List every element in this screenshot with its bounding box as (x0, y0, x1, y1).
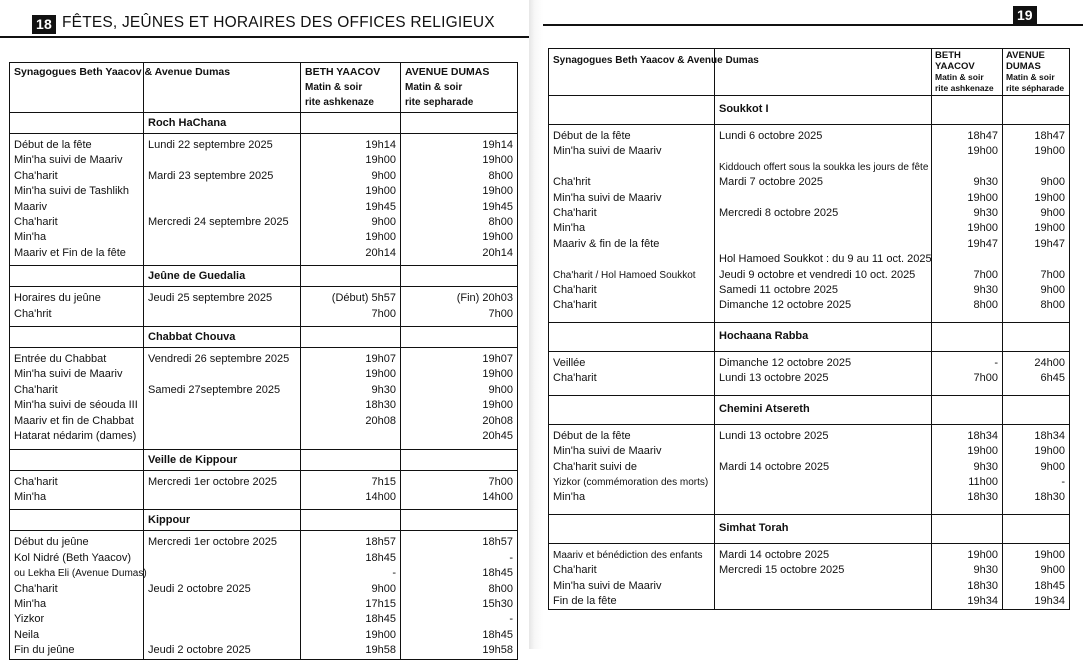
right-page (543, 0, 1083, 649)
row-date (715, 579, 932, 594)
row-label: Début de la fête (549, 125, 715, 145)
row-date: Mardi 14 octobre 2025 (715, 460, 932, 475)
beth-yaacov-time: 7h15 (301, 470, 401, 490)
section-header-row (10, 327, 518, 348)
beth-yaacov-time: 20h14 (301, 246, 401, 261)
row-label: Kol Nidré (Beth Yaacov) (10, 551, 144, 566)
row-date (144, 551, 301, 566)
schedule-table-right (548, 48, 1070, 610)
table-row (10, 287, 518, 307)
beth-yaacov-time: - (301, 566, 401, 581)
beth-yaacov-time: 8h00 (932, 298, 1003, 313)
row-label: Hatarat nédarim (dames) (10, 429, 144, 444)
row-label: Cha'harit / Hol Hamoed Soukkot (549, 268, 715, 283)
row-label: Min'ha (549, 490, 715, 505)
beth-yaacov-time: 19h00 (301, 367, 401, 382)
beth-yaacov-header: BETH YAACOV Matin & soir rite ashkenaze (932, 49, 1003, 96)
row-date (144, 490, 301, 505)
row-date (715, 594, 932, 610)
row-date: Jeudi 2 octobre 2025 (144, 643, 301, 659)
avenue-dumas-time: 19h00 (401, 230, 518, 245)
table-row (549, 594, 1070, 610)
row-date (144, 307, 301, 322)
avenue-dumas-time: 18h47 (1003, 125, 1070, 145)
table-row (549, 252, 1070, 267)
table-row (10, 490, 518, 505)
row-label: Min'ha (10, 490, 144, 505)
table-row (549, 175, 1070, 190)
table-row (10, 551, 518, 566)
row-date (144, 246, 301, 261)
schedule-table-left (9, 62, 518, 660)
synagogues-header: Synagogues Beth Yaacov & Avenue Dumas (549, 49, 715, 96)
avenue-dumas-time: 19h34 (1003, 594, 1070, 610)
row-label: Cha'harit (549, 206, 715, 221)
avenue-dumas-time: 8h00 (401, 215, 518, 230)
section-title: Simhat Torah (715, 514, 932, 543)
avenue-dumas-time: 19h00 (1003, 444, 1070, 459)
avenue-dumas-time: 15h30 (401, 597, 518, 612)
row-date (144, 200, 301, 215)
page-header (32, 14, 495, 34)
table-row (549, 206, 1070, 221)
table-row (549, 543, 1070, 563)
beth-yaacov-time: - (932, 351, 1003, 371)
avenue-dumas-time: 7h00 (1003, 268, 1070, 283)
row-label: Min'ha suivi de Maariv (549, 191, 715, 206)
row-label: Yizkor (commémoration des morts) (549, 475, 715, 490)
avenue-dumas-time: 19h00 (401, 184, 518, 199)
row-date: Jeudi 9 octobre et vendredi 10 oct. 2025 (715, 268, 932, 283)
beth-yaacov-time: 18h45 (301, 612, 401, 627)
page-title: FÊTES, JEÛNES ET HORAIRES DES OFFICES RELIGIEUX (61, 14, 495, 31)
row-label: Cha'harit (10, 383, 144, 398)
avenue-dumas-time: 7h00 (401, 307, 518, 322)
beth-yaacov-time: 9h30 (932, 460, 1003, 475)
row-label: Maariv & fin de la fête (549, 237, 715, 252)
avenue-dumas-time: 18h34 (1003, 424, 1070, 444)
row-date (144, 153, 301, 168)
table-row (10, 383, 518, 398)
beth-yaacov-time: 19h00 (301, 628, 401, 643)
table-row (10, 153, 518, 168)
beth-yaacov-time: 20h08 (301, 414, 401, 429)
row-date (715, 237, 932, 252)
row-date: Jeudi 2 octobre 2025 (144, 582, 301, 597)
beth-yaacov-time: 7h00 (932, 268, 1003, 283)
avenue-dumas-time: 18h45 (401, 566, 518, 581)
avenue-dumas-time (1003, 160, 1070, 175)
table-row (10, 398, 518, 413)
row-label: Min'ha (10, 597, 144, 612)
row-label: Fin du jeûne (10, 643, 144, 659)
row-date: Dimanche 12 octobre 2025 (715, 298, 932, 313)
row-date (144, 628, 301, 643)
beth-yaacov-time: 19h47 (932, 237, 1003, 252)
row-date: Jeudi 25 septembre 2025 (144, 287, 301, 307)
avenue-dumas-time: 8h00 (401, 169, 518, 184)
table-row (549, 237, 1070, 252)
avenue-dumas-time: 19h58 (401, 643, 518, 659)
row-label: Veillée (549, 351, 715, 371)
beth-yaacov-time (932, 160, 1003, 175)
table-header-row (10, 63, 518, 113)
beth-yaacov-time: (Début) 5h57 (301, 287, 401, 307)
row-label: Maariv et Fin de la fête (10, 246, 144, 261)
beth-yaacov-time: 14h00 (301, 490, 401, 505)
row-date: Mercredi 1er octobre 2025 (144, 470, 301, 490)
beth-yaacov-time: 7h00 (301, 307, 401, 322)
avenue-dumas-time: 19h14 (401, 134, 518, 154)
beth-yaacov-time: 18h30 (301, 398, 401, 413)
row-date: Hol Hamoed Soukkot : du 9 au 11 oct. 2025 (715, 252, 932, 267)
beth-yaacov-time: 19h00 (932, 444, 1003, 459)
avenue-dumas-header: AVENUE DUMAS Matin & soir rite sepharade (401, 63, 518, 113)
beth-yaacov-time: 19h34 (932, 594, 1003, 610)
beth-yaacov-time: 19h00 (301, 153, 401, 168)
row-date: Mardi 7 octobre 2025 (715, 175, 932, 190)
avenue-dumas-time: 19h00 (401, 367, 518, 382)
section-header-row (549, 96, 1070, 125)
row-label: Neila (10, 628, 144, 643)
avenue-dumas-time: 7h00 (401, 470, 518, 490)
avenue-dumas-time: 19h00 (1003, 543, 1070, 563)
row-label: Cha'hrit (549, 175, 715, 190)
section-title: Hochaana Rabba (715, 322, 932, 351)
avenue-dumas-time (1003, 252, 1070, 267)
beth-yaacov-time: 19h45 (301, 200, 401, 215)
row-label: Horaires du jeûne (10, 287, 144, 307)
avenue-dumas-time: 19h47 (1003, 237, 1070, 252)
row-label: Min'ha suivi de Maariv (549, 579, 715, 594)
avenue-dumas-time: 18h45 (1003, 579, 1070, 594)
header-rule (543, 24, 1083, 26)
row-label: Fin de la fête (549, 594, 715, 610)
beth-yaacov-time: 19h00 (932, 221, 1003, 236)
table-row (10, 628, 518, 643)
avenue-dumas-time: (Fin) 20h03 (401, 287, 518, 307)
table-row (10, 215, 518, 230)
avenue-dumas-time: 9h00 (1003, 175, 1070, 190)
beth-yaacov-time: 17h15 (301, 597, 401, 612)
table-row (549, 460, 1070, 475)
table-row (10, 414, 518, 429)
row-date (715, 444, 932, 459)
table-row (549, 160, 1070, 175)
beth-yaacov-time (301, 429, 401, 444)
avenue-dumas-time: 18h45 (401, 628, 518, 643)
section-title: Roch HaChana (144, 113, 301, 134)
avenue-dumas-time: 6h45 (1003, 371, 1070, 386)
table-row (549, 371, 1070, 386)
avenue-dumas-time: 20h45 (401, 429, 518, 444)
row-label: Cha'harit (10, 215, 144, 230)
beth-yaacov-time: 18h47 (932, 125, 1003, 145)
row-label: Min'ha suivi de Maariv (549, 144, 715, 159)
row-date: Mercredi 1er octobre 2025 (144, 531, 301, 551)
table-row (10, 566, 518, 581)
row-label: Min'ha suivi de Maariv (10, 153, 144, 168)
table-row (549, 563, 1070, 578)
table-row (10, 470, 518, 490)
beth-yaacov-time: 11h00 (932, 475, 1003, 490)
beth-yaacov-time: 9h00 (301, 582, 401, 597)
row-label: Début du jeûne (10, 531, 144, 551)
avenue-dumas-time: 14h00 (401, 490, 518, 505)
avenue-dumas-time: 24h00 (1003, 351, 1070, 371)
table-row (10, 597, 518, 612)
avenue-dumas-time: 9h00 (1003, 563, 1070, 578)
avenue-dumas-time: 18h57 (401, 531, 518, 551)
row-date (715, 191, 932, 206)
table-row (549, 579, 1070, 594)
avenue-dumas-time: 8h00 (1003, 298, 1070, 313)
row-date: Mercredi 24 septembre 2025 (144, 215, 301, 230)
beth-yaacov-time: 9h30 (301, 383, 401, 398)
row-label: Min'ha suivi de séouda III (10, 398, 144, 413)
avenue-dumas-time: 9h00 (401, 383, 518, 398)
row-label: ou Lekha Eli (Avenue Dumas) (10, 566, 144, 581)
row-date (144, 230, 301, 245)
table-row (549, 475, 1070, 490)
beth-yaacov-time: 18h34 (932, 424, 1003, 444)
row-date: Mardi 14 octobre 2025 (715, 543, 932, 563)
row-date (144, 429, 301, 444)
beth-yaacov-time: 19h00 (932, 144, 1003, 159)
row-date: Lundi 13 octobre 2025 (715, 424, 932, 444)
avenue-dumas-time: - (401, 612, 518, 627)
table-row (10, 643, 518, 659)
row-date: Dimanche 12 octobre 2025 (715, 351, 932, 371)
avenue-dumas-time: 8h00 (401, 582, 518, 597)
beth-yaacov-time: 7h00 (932, 371, 1003, 386)
row-date (715, 221, 932, 236)
row-label: Yizkor (10, 612, 144, 627)
avenue-dumas-time: 20h14 (401, 246, 518, 261)
row-date (715, 144, 932, 159)
beth-yaacov-time: 18h45 (301, 551, 401, 566)
beth-yaacov-time: 9h00 (301, 169, 401, 184)
row-label (549, 160, 715, 175)
beth-yaacov-time (932, 252, 1003, 267)
table-row (549, 191, 1070, 206)
section-header-row (549, 395, 1070, 424)
synagogues-header: Synagogues Beth Yaacov & Avenue Dumas (10, 63, 144, 113)
row-label: Cha'harit (10, 169, 144, 184)
beth-yaacov-time: 18h57 (301, 531, 401, 551)
table-row (549, 283, 1070, 298)
table-row (549, 125, 1070, 145)
row-label: Début de la fête (549, 424, 715, 444)
row-date: Mercredi 8 octobre 2025 (715, 206, 932, 221)
row-label: Maariv et bénédiction des enfants (549, 543, 715, 563)
avenue-dumas-time: 19h00 (401, 153, 518, 168)
table-row (10, 200, 518, 215)
row-label: Entrée du Chabbat (10, 348, 144, 368)
avenue-dumas-time: 19h00 (401, 398, 518, 413)
table-row (10, 230, 518, 245)
row-date: Mercredi 15 octobre 2025 (715, 563, 932, 578)
table-row (549, 268, 1070, 283)
row-date (144, 414, 301, 429)
row-label: Min'ha suivi de Tashlikh (10, 184, 144, 199)
section-header-row (10, 266, 518, 287)
row-label: Cha'harit (549, 371, 715, 386)
avenue-dumas-time: 9h00 (1003, 206, 1070, 221)
avenue-dumas-time: 19h00 (1003, 221, 1070, 236)
section-title: Kippour (144, 510, 301, 531)
avenue-dumas-time: 19h00 (1003, 191, 1070, 206)
section-title: Soukkot I (715, 96, 932, 125)
avenue-dumas-header: AVENUE DUMAS Matin & soir rite sépharade (1003, 49, 1070, 96)
row-label: Cha'harit (549, 298, 715, 313)
section-header-row (549, 514, 1070, 543)
table-row (549, 490, 1070, 505)
table-row (10, 134, 518, 154)
beth-yaacov-time: 19h00 (301, 230, 401, 245)
section-title: Veille de Kippour (144, 449, 301, 470)
page-number: 18 (32, 15, 56, 34)
row-date: Lundi 22 septembre 2025 (144, 134, 301, 154)
beth-yaacov-time: 19h07 (301, 348, 401, 368)
avenue-dumas-time: 9h00 (1003, 460, 1070, 475)
section-title: Jeûne de Guedalia (144, 266, 301, 287)
header-rule (0, 36, 529, 38)
row-date (144, 597, 301, 612)
section-header-row (10, 113, 518, 134)
table-row (10, 612, 518, 627)
avenue-dumas-time: - (1003, 475, 1070, 490)
beth-yaacov-time: 18h30 (932, 579, 1003, 594)
table-row (10, 531, 518, 551)
table-row (10, 348, 518, 368)
row-date (715, 490, 932, 505)
section-title: Chemini Atsereth (715, 395, 932, 424)
table-header-row (549, 49, 1070, 96)
row-date: Lundi 6 octobre 2025 (715, 125, 932, 145)
row-date: Kiddouch offert sous la soukka les jours de fête (715, 160, 932, 175)
table-row (549, 221, 1070, 236)
table-row (10, 184, 518, 199)
beth-yaacov-time: 9h30 (932, 563, 1003, 578)
row-label: Min'ha (10, 230, 144, 245)
book-gutter (529, 0, 543, 649)
row-date (144, 612, 301, 627)
avenue-dumas-time: 9h00 (1003, 283, 1070, 298)
row-label: Min'ha suivi de Maariv (10, 367, 144, 382)
beth-yaacov-time: 19h00 (932, 191, 1003, 206)
row-date: Vendredi 26 septembre 2025 (144, 348, 301, 368)
table-row (10, 582, 518, 597)
avenue-dumas-time: 18h30 (1003, 490, 1070, 505)
row-label (549, 252, 715, 267)
row-date: Samedi 27septembre 2025 (144, 383, 301, 398)
beth-yaacov-time: 19h00 (932, 543, 1003, 563)
row-date: Mardi 23 septembre 2025 (144, 169, 301, 184)
row-label: Cha'hrit (10, 307, 144, 322)
row-date: Samedi 11 octobre 2025 (715, 283, 932, 298)
row-label: Cha'harit (10, 470, 144, 490)
table-row (549, 424, 1070, 444)
table-row (549, 144, 1070, 159)
beth-yaacov-time: 18h30 (932, 490, 1003, 505)
beth-yaacov-header: BETH YAACOV Matin & soir rite ashkenaze (301, 63, 401, 113)
row-date (144, 398, 301, 413)
table-row (549, 444, 1070, 459)
avenue-dumas-time: 19h07 (401, 348, 518, 368)
table-row (549, 351, 1070, 371)
avenue-dumas-time: 19h45 (401, 200, 518, 215)
beth-yaacov-time: 19h14 (301, 134, 401, 154)
table-row (10, 367, 518, 382)
section-header-row (549, 322, 1070, 351)
table-row (10, 429, 518, 444)
table-row (549, 298, 1070, 313)
left-page (0, 0, 529, 657)
row-date (715, 475, 932, 490)
row-label: Maariv (10, 200, 144, 215)
avenue-dumas-time: 19h00 (1003, 144, 1070, 159)
section-header-row (10, 510, 518, 531)
section-title: Chabbat Chouva (144, 327, 301, 348)
beth-yaacov-time: 9h30 (932, 283, 1003, 298)
beth-yaacov-time: 19h58 (301, 643, 401, 659)
row-label: Cha'harit (10, 582, 144, 597)
row-label: Min'ha suivi de Maariv (549, 444, 715, 459)
row-date: Lundi 13 octobre 2025 (715, 371, 932, 386)
avenue-dumas-time: - (401, 551, 518, 566)
row-date (144, 184, 301, 199)
row-date (144, 566, 301, 581)
row-date (144, 367, 301, 382)
beth-yaacov-time: 9h30 (932, 206, 1003, 221)
section-header-row (10, 449, 518, 470)
row-label: Cha'harit suivi de (549, 460, 715, 475)
beth-yaacov-time: 9h00 (301, 215, 401, 230)
table-row (10, 246, 518, 261)
row-label: Cha'harit (549, 563, 715, 578)
row-label: Cha'harit (549, 283, 715, 298)
page-number: 19 (1013, 6, 1037, 25)
row-label: Maariv et fin de Chabbat (10, 414, 144, 429)
avenue-dumas-time: 20h08 (401, 414, 518, 429)
beth-yaacov-time: 9h30 (932, 175, 1003, 190)
table-row (10, 307, 518, 322)
table-row (10, 169, 518, 184)
beth-yaacov-time: 19h00 (301, 184, 401, 199)
row-label: Début de la fête (10, 134, 144, 154)
row-label: Min'ha (549, 221, 715, 236)
